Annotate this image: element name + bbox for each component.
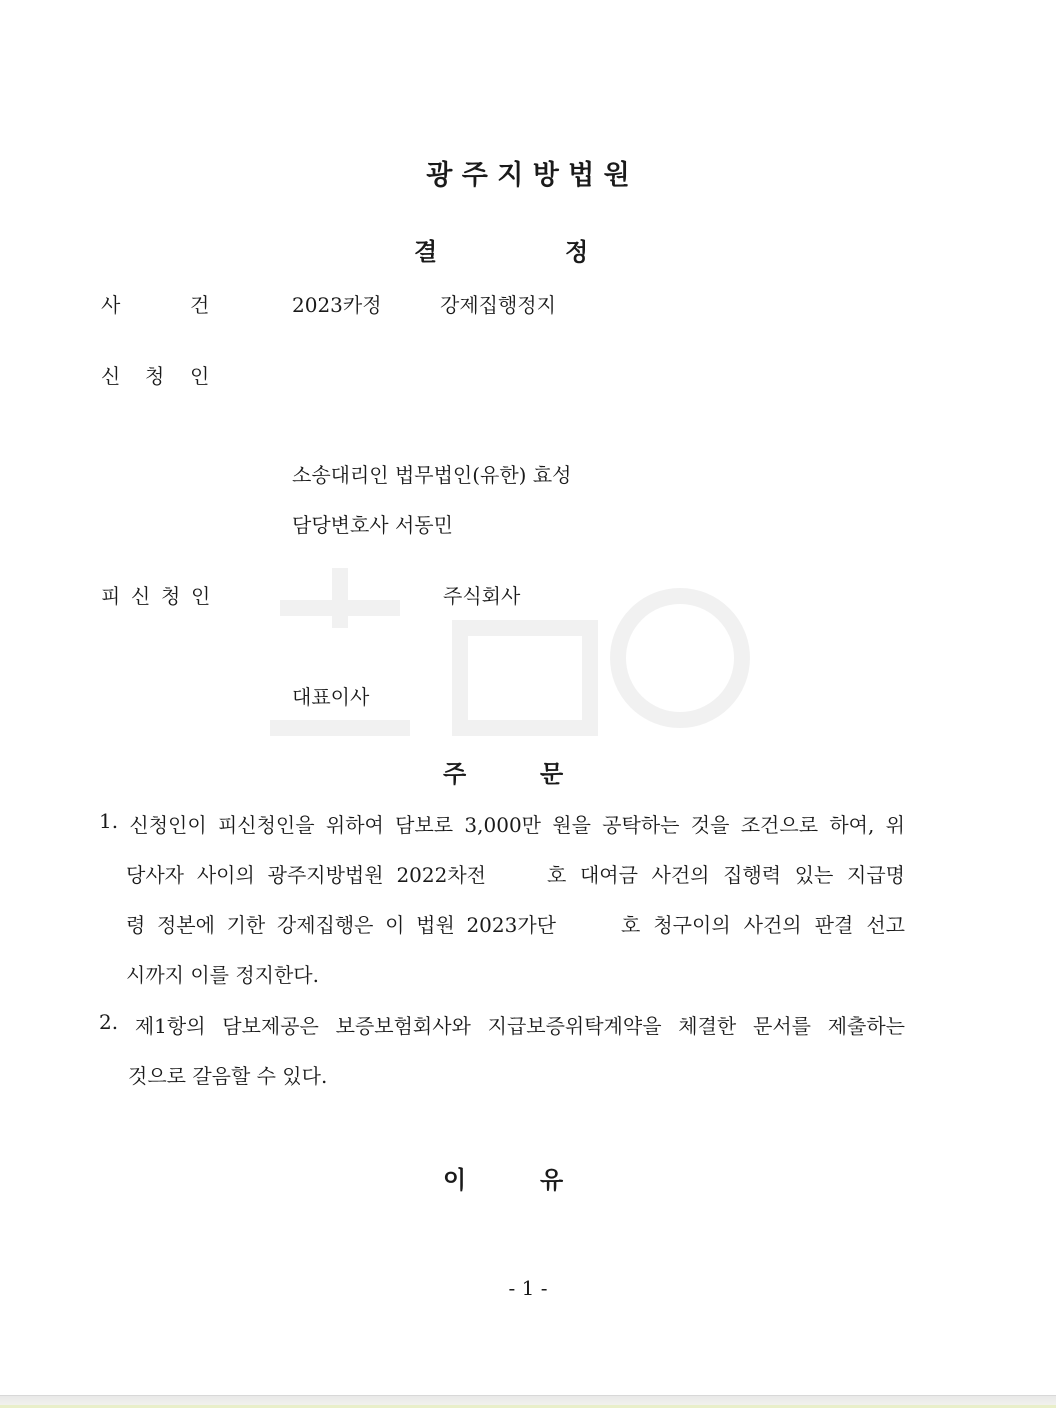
word: 광주지방법원 <box>267 863 384 887</box>
court-name: 광 주 지 방 법 원 <box>426 160 630 191</box>
word: 제출하는 <box>827 1014 905 1038</box>
word: 대여금 <box>579 863 638 887</box>
doc-type-left: 결 <box>414 238 438 266</box>
applicant-attorney: 담당변호사 서동민 <box>292 513 453 537</box>
word: 사건의 <box>651 863 710 887</box>
respondent-label-4: 인 <box>191 584 211 608</box>
order-item-2-line-2: 것으로 갈음할 수 있다. <box>128 1064 328 1088</box>
word: 피신청인을 <box>217 813 315 837</box>
respondent-representative: 대표이사 <box>292 685 370 709</box>
word: 3,000만 <box>464 813 541 837</box>
word: 원을 <box>552 813 591 837</box>
word: 지급보증위탁계약을 <box>487 1014 662 1038</box>
order-heading-right: 문 <box>540 760 564 788</box>
word: 선고 <box>866 913 905 937</box>
word: 것을 <box>690 813 730 837</box>
viewer-bottom-edge <box>0 1395 1056 1408</box>
applicant-label-1: 신 <box>101 364 121 388</box>
word: 제1항의 <box>134 1014 206 1038</box>
order-item-1-line-2b <box>547 859 905 888</box>
word: 2022차전 <box>396 863 486 887</box>
word: 보증보험회사와 <box>335 1014 471 1038</box>
order-item-1-line-3b <box>621 909 905 938</box>
word: 담보제공은 <box>222 1014 319 1038</box>
reason-heading-right: 유 <box>540 1166 564 1194</box>
word: 체결한 <box>678 1014 737 1038</box>
word: 하여, <box>829 813 875 837</box>
word: 령 <box>126 913 146 937</box>
order-heading-left: 주 <box>443 760 467 788</box>
case-name: 강제집행정지 <box>440 293 556 317</box>
word: 신청인이 <box>129 813 207 837</box>
case-label-right: 건 <box>190 293 210 317</box>
order-item-1-line-3a <box>126 909 556 938</box>
word: 호 <box>547 863 567 887</box>
word: 판결 <box>814 913 854 937</box>
doc-type-right: 정 <box>565 238 589 266</box>
order-item-1-line-2a <box>126 859 486 888</box>
word: 1. <box>99 809 119 833</box>
word: 위 <box>885 813 905 837</box>
applicant-agent: 소송대리인 법무법인(유한) 효성 <box>292 463 572 487</box>
order-item-1-line-1 <box>99 809 905 838</box>
order-item-2-line-1 <box>99 1010 905 1039</box>
word: 기한 <box>226 913 266 937</box>
applicant-label-2: 청 <box>145 364 165 388</box>
respondent-label-3: 청 <box>161 584 181 608</box>
word: 사이의 <box>196 863 255 887</box>
word: 지급명 <box>847 863 905 887</box>
word: 이 <box>385 913 405 937</box>
respondent-label-2: 신 <box>131 584 151 608</box>
word: 담보로 <box>395 813 454 837</box>
word: 2. <box>99 1010 119 1034</box>
faint-watermark <box>260 548 760 748</box>
reason-heading-left: 이 <box>443 1166 467 1194</box>
word: 위하여 <box>325 813 384 837</box>
word: 법원 <box>416 913 455 937</box>
word: 공탁하는 <box>602 813 680 837</box>
page-number: - 1 - <box>508 1276 548 1300</box>
case-number: 2023카정 <box>292 293 382 317</box>
word: 청구이의 <box>653 913 731 937</box>
word: 강제집행은 <box>276 913 374 937</box>
respondent-company: 주식회사 <box>443 584 521 608</box>
word: 집행력 <box>723 863 782 887</box>
applicant-label-3: 인 <box>190 364 210 388</box>
word: 당사자 <box>126 863 184 887</box>
word: 있는 <box>794 863 834 887</box>
respondent-label-1: 피 <box>101 584 121 608</box>
word: 정본에 <box>156 913 215 937</box>
word: 문서를 <box>753 1014 811 1038</box>
order-item-1-line-4: 시까지 이를 정지한다. <box>126 963 319 987</box>
case-label-left: 사 <box>101 293 121 317</box>
word: 사건의 <box>743 913 802 937</box>
word: 조건으로 <box>740 813 819 837</box>
word: 2023가단 <box>466 913 556 937</box>
word: 호 <box>621 913 641 937</box>
